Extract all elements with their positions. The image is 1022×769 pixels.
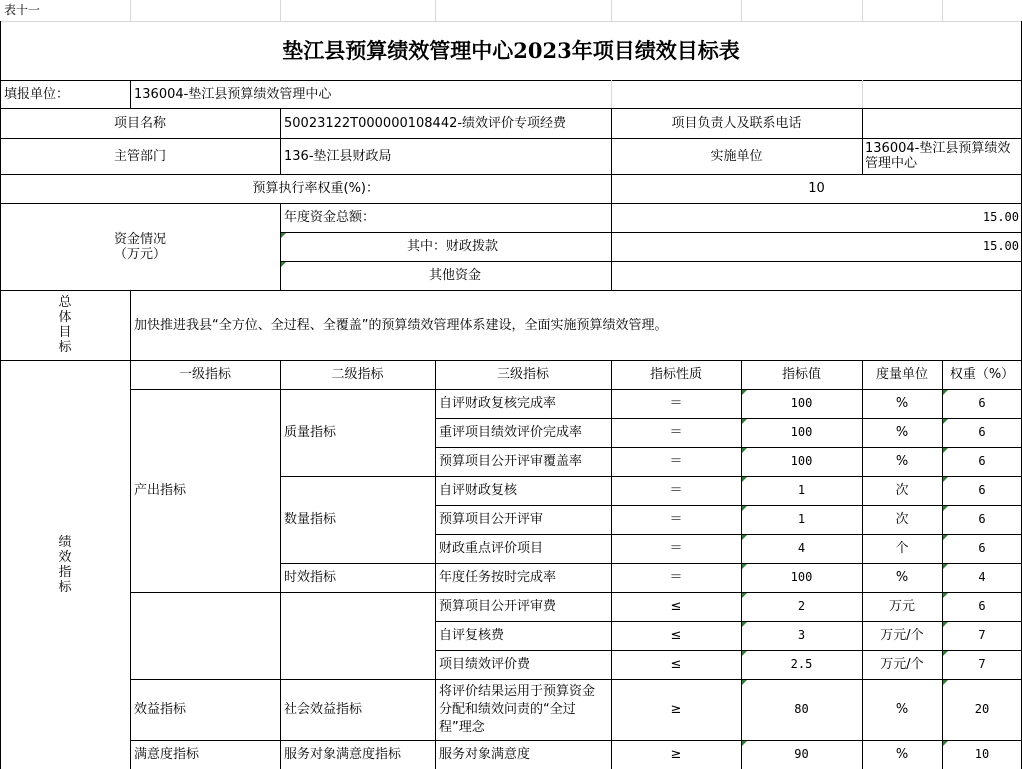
level2-indicator: 服务对象满意度指标 bbox=[284, 747, 402, 762]
indicator-value: 3 bbox=[797, 628, 806, 642]
indicator-weight: 4 bbox=[978, 570, 986, 584]
indicator-nature: ＝ bbox=[669, 541, 683, 556]
indicator-value: 100 bbox=[790, 454, 813, 468]
level3-indicator: 财政重点评价项目 bbox=[439, 541, 544, 556]
indicator-value: 80 bbox=[794, 702, 809, 716]
indicator-unit: % bbox=[895, 454, 909, 469]
funds-fiscal-label: 其中：财政拨款 bbox=[406, 239, 498, 254]
level3-indicator: 自评财政复核完成率 bbox=[439, 396, 557, 411]
level1-indicator: 产出指标 bbox=[134, 483, 187, 498]
indicator-unit: 次 bbox=[895, 512, 909, 527]
funds-total-value: 15.00 bbox=[982, 210, 1019, 224]
indicator-value: 1 bbox=[797, 483, 806, 497]
indicator-header-6: 度量单位 bbox=[875, 367, 928, 382]
indicator-unit: 万元 bbox=[888, 599, 915, 614]
level3-indicator: 年度任务按时完成率 bbox=[439, 570, 557, 585]
indicator-header-1: 一级指标 bbox=[178, 367, 231, 382]
indicators-label-char: 绩 bbox=[58, 534, 72, 550]
indicator-weight: 7 bbox=[978, 657, 986, 671]
impl-unit-label: 实施单位 bbox=[710, 148, 763, 164]
overall-goal-label-char: 目 bbox=[58, 325, 72, 340]
indicator-value: 90 bbox=[794, 747, 809, 761]
funds-label-line1: 资金情况 bbox=[113, 231, 166, 247]
execution-weight-value: 10 bbox=[808, 181, 825, 196]
cell-marker-icon bbox=[742, 741, 747, 746]
cell-marker-icon bbox=[742, 593, 747, 598]
indicators-label bbox=[0, 360, 130, 769]
level3-indicator: 重评项目绩效评价完成率 bbox=[439, 425, 583, 440]
cell-marker-icon bbox=[943, 622, 948, 627]
level1-indicator bbox=[130, 592, 280, 679]
indicator-value: 100 bbox=[790, 570, 813, 584]
indicator-header-5: 指标值 bbox=[781, 367, 821, 382]
indicator-weight: 6 bbox=[978, 512, 986, 526]
indicator-nature: ≥ bbox=[670, 747, 682, 762]
indicator-weight: 6 bbox=[978, 396, 986, 410]
cell-marker-icon bbox=[742, 477, 747, 482]
report-unit-label: 填报单位： bbox=[4, 86, 70, 102]
cell-marker-icon bbox=[943, 419, 948, 424]
indicator-header-3: 三级指标 bbox=[496, 367, 549, 382]
indicator-weight: 6 bbox=[978, 483, 986, 497]
indicator-weight: 6 bbox=[978, 541, 986, 555]
indicator-header-2: 二级指标 bbox=[331, 367, 384, 382]
cell-marker-icon bbox=[742, 651, 747, 656]
overall-goal-label bbox=[0, 290, 130, 360]
indicator-unit: 个 bbox=[895, 541, 909, 556]
level3-indicator: 服务对象满意度 bbox=[439, 747, 531, 762]
cell-marker-icon bbox=[943, 477, 948, 482]
indicator-value: 100 bbox=[790, 425, 813, 439]
impl-unit-value: 136004-垫江县预算绩效管理中心 bbox=[865, 141, 1011, 171]
indicator-nature: ＝ bbox=[669, 483, 683, 498]
level3-indicator: 预算项目公开评审 bbox=[439, 512, 544, 527]
indicator-nature: ≤ bbox=[670, 628, 682, 643]
sheet-label: 表十一 bbox=[4, 3, 41, 17]
level1-indicator: 满意度指标 bbox=[134, 747, 200, 762]
indicator-unit: % bbox=[895, 425, 909, 440]
level2-indicator: 数量指标 bbox=[284, 512, 337, 527]
project-contact-value bbox=[862, 108, 1022, 138]
cell-marker-icon bbox=[742, 564, 747, 569]
indicator-nature: ＝ bbox=[669, 396, 683, 411]
indicator-header-7: 权重（%） bbox=[949, 367, 1015, 382]
funds-total-label: 年度资金总额： bbox=[284, 210, 376, 225]
indicator-nature: ＝ bbox=[669, 512, 683, 527]
dept-label: 主管部门 bbox=[113, 148, 166, 164]
indicator-header-4: 指标性质 bbox=[649, 367, 702, 382]
cell-marker-icon bbox=[943, 448, 948, 453]
level2-indicator: 时效指标 bbox=[284, 570, 337, 585]
cell-marker-icon bbox=[281, 233, 286, 238]
cell-marker-icon bbox=[943, 680, 948, 685]
indicator-weight: 6 bbox=[978, 425, 986, 439]
project-name-label: 项目名称 bbox=[113, 115, 166, 131]
level1-indicator: 效益指标 bbox=[134, 702, 187, 717]
funds-label bbox=[0, 203, 280, 290]
overall-goal-label-char: 总 bbox=[58, 295, 72, 310]
level3-indicator: 预算项目公开评审费 bbox=[439, 599, 557, 614]
overall-goal-label-char: 标 bbox=[58, 340, 72, 355]
level3-indicator: 自评财政复核 bbox=[439, 483, 518, 498]
cell-marker-icon bbox=[943, 390, 948, 395]
indicator-weight: 6 bbox=[978, 599, 986, 613]
cell-marker-icon bbox=[742, 390, 747, 395]
funds-fiscal-value: 15.00 bbox=[982, 239, 1019, 253]
indicator-value: 100 bbox=[790, 396, 813, 410]
level2-indicator: 社会效益指标 bbox=[284, 702, 363, 717]
cell-marker-icon bbox=[281, 262, 286, 267]
execution-weight-label: 预算执行率权重(%)： bbox=[252, 181, 379, 196]
indicator-value: 2 bbox=[797, 599, 806, 613]
indicator-weight: 20 bbox=[974, 702, 990, 716]
indicator-unit: % bbox=[895, 702, 909, 717]
cell-marker-icon bbox=[943, 506, 948, 511]
project-contact-label: 项目负责人及联系电话 bbox=[671, 115, 802, 131]
cell-marker-icon bbox=[943, 741, 948, 746]
dept-value: 136-垫江县财政局 bbox=[284, 148, 392, 164]
report-unit-value: 136004-垫江县预算绩效管理中心 bbox=[134, 86, 332, 102]
indicator-unit: % bbox=[895, 570, 909, 585]
indicator-value: 1 bbox=[797, 512, 806, 526]
indicator-nature: ≤ bbox=[670, 657, 682, 672]
level3-indicator: 将评价结果运用于预算资金分配和绩效问责的“全过程”理念 bbox=[439, 683, 596, 735]
overall-goal-label-char: 体 bbox=[58, 310, 72, 325]
indicator-weight: 10 bbox=[974, 747, 990, 761]
cell-marker-icon bbox=[742, 448, 747, 453]
indicator-unit: % bbox=[895, 396, 909, 411]
indicator-nature: ≥ bbox=[670, 702, 682, 717]
cell-marker-icon bbox=[742, 535, 747, 540]
indicator-unit: % bbox=[895, 747, 909, 762]
indicator-value: 4 bbox=[797, 541, 806, 555]
indicator-unit: 万元/个 bbox=[880, 657, 924, 672]
overall-goal-text: 加快推进我县“全方位、全过程、全覆盖”的预算绩效管理体系建设，全面实施预算绩效管理。 bbox=[134, 317, 668, 333]
indicator-nature: ＝ bbox=[669, 570, 683, 585]
indicators-label-char: 标 bbox=[58, 579, 72, 595]
funds-other-label: 其他资金 bbox=[428, 268, 481, 283]
indicator-weight: 6 bbox=[978, 454, 986, 468]
level2-indicator bbox=[280, 592, 435, 679]
indicator-unit: 次 bbox=[895, 483, 909, 498]
level3-indicator: 预算项目公开评审覆盖率 bbox=[439, 454, 583, 469]
funds-label-line2: （万元） bbox=[113, 246, 166, 262]
cell-marker-icon bbox=[943, 535, 948, 540]
indicator-unit: 万元/个 bbox=[880, 628, 924, 643]
cell-marker-icon bbox=[742, 622, 747, 627]
indicator-weight: 7 bbox=[978, 628, 986, 642]
cell-marker-icon bbox=[943, 651, 948, 656]
cell-marker-icon bbox=[943, 593, 948, 598]
indicator-nature: ＝ bbox=[669, 454, 683, 469]
indicators-label-char: 指 bbox=[58, 564, 72, 580]
indicator-value: 2.5 bbox=[790, 657, 813, 671]
cell-marker-icon bbox=[742, 419, 747, 424]
cell-marker-icon bbox=[742, 506, 747, 511]
level3-indicator: 项目绩效评价费 bbox=[439, 657, 531, 672]
indicator-nature: ≤ bbox=[670, 599, 682, 614]
indicators-label-char: 效 bbox=[58, 549, 72, 565]
indicator-nature: ＝ bbox=[669, 425, 683, 440]
page-title: 垫江县预算绩效管理中心2023年项目绩效目标表 bbox=[282, 38, 740, 63]
level2-indicator: 质量指标 bbox=[284, 425, 337, 440]
level3-indicator: 自评复核费 bbox=[439, 628, 505, 643]
funds-other-value bbox=[611, 261, 1022, 290]
project-name-value: 50023122T000000108442-绩效评价专项经费 bbox=[284, 115, 567, 131]
cell-marker-icon bbox=[943, 564, 948, 569]
cell-marker-icon bbox=[742, 680, 747, 685]
